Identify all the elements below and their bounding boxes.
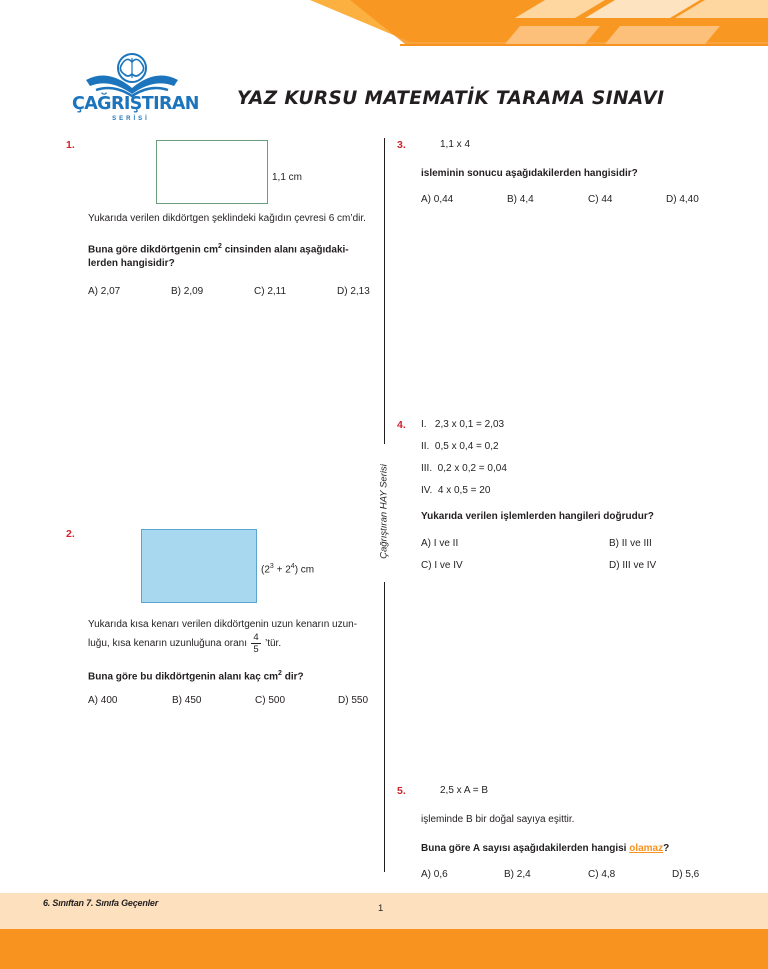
question-4-option-c[interactable]: C) I ve IV (421, 560, 463, 571)
question-4-option-b[interactable]: B) II ve III (609, 538, 652, 549)
question-4-item-4: IV. 4 x 0,5 = 20 (421, 485, 491, 496)
question-2-prompt: Buna göre bu dikdörtgenin alanı kaç $cm^2$ dir? (88, 670, 304, 683)
page-title: YAZ KURSU MATEMATİK TARAMA SINAVI (237, 88, 665, 109)
question-3-prompt: isleminin sonucu aşağıdakilerden hangisidir? (421, 168, 638, 179)
question-5-option-c[interactable]: C) 4,8 (588, 869, 616, 880)
question-2-option-c[interactable]: C) 500 (255, 695, 286, 706)
question-1-option-d[interactable]: D) 2,13 (337, 286, 370, 297)
question-3-expression: 1,1 x 4 (440, 139, 471, 150)
column-divider-bottom (384, 582, 385, 872)
question-4-number: 4. (397, 419, 406, 431)
question-1-option-c[interactable]: C) 2,11 (254, 286, 287, 297)
question-5-text: işleminde B bir doğal sayıya eşittir. (421, 814, 575, 825)
logo-book-brain-icon (72, 50, 190, 100)
question-1-option-a[interactable]: A) 2,07 (88, 286, 121, 297)
question-1-prompt: Buna göre dikdörtgenin $cm^2$ cinsinden alanı aşağıdaki- lerden hangisidir? (88, 243, 349, 270)
question-1-text: Yukarıda verilen dikdörtgen şeklindeki kağıdın çevresi 6 cm’dir. (88, 213, 366, 224)
question-4-option-a[interactable]: A) I ve II (421, 538, 459, 549)
question-2-option-a[interactable]: A) 400 (88, 695, 118, 706)
question-1-number: 1. (66, 139, 75, 151)
question-3-option-c[interactable]: C) 44 (588, 194, 613, 205)
footer-band (0, 929, 768, 969)
question-2-text-line2: luğu, kısa kenarın uzunluğuna oranı $\frac{4}{5}$ ’tür. (88, 632, 282, 655)
question-1-rectangle (156, 140, 268, 204)
question-2-dimension: $(2^3 + 2^4)$ cm (261, 563, 315, 576)
footer-label: 6. Sınıftan 7. Sınıfa Geçenler (43, 898, 159, 908)
question-3-number: 3. (397, 139, 406, 151)
question-2-text-line1: Yukarıda kısa kenarı verilen dikdörtgenin uzun kenarın uzun- (88, 619, 358, 630)
question-5-option-b[interactable]: B) 2,4 (504, 869, 531, 880)
question-5-number: 5. (397, 785, 406, 797)
question-2-option-d[interactable]: D) 550 (338, 695, 369, 706)
header-decoration (0, 0, 768, 48)
question-4-prompt: Yukarıda verilen işlemlerden hangileri doğrudur? (421, 511, 654, 522)
question-5-prompt: Buna göre A sayısı aşağıdakilerden hangisi olamaz? (421, 843, 670, 854)
page-number: 1 (378, 903, 384, 914)
question-4-item-2: II. 0,5 x 0,4 = 0,2 (421, 441, 499, 452)
question-5-option-d[interactable]: D) 5,6 (672, 869, 700, 880)
question-3-option-a[interactable]: A) 0,44 (421, 194, 454, 205)
logo-subtext: SERİSİ (112, 116, 150, 122)
column-divider-top (384, 138, 385, 444)
question-2-option-b[interactable]: B) 450 (172, 695, 202, 706)
question-4-option-d[interactable]: D) III ve IV (609, 560, 657, 571)
logo (72, 50, 199, 130)
ratio-fraction: $\frac{4}{5}$ (251, 632, 261, 655)
question-5-expression: 2,5 x A = B (440, 785, 489, 796)
question-3-option-b[interactable]: B) 4,4 (507, 194, 534, 205)
question-1-dimension: 1,1 cm (272, 172, 303, 183)
question-3-option-d[interactable]: D) 4,40 (666, 194, 699, 205)
question-5-option-a[interactable]: A) 0,6 (421, 869, 448, 880)
question-2-number: 2. (66, 528, 75, 540)
logo-text: ÇAĞRIŞTIRAN (72, 94, 199, 114)
question-2-rectangle (141, 529, 257, 603)
question-1-option-b[interactable]: B) 2,09 (171, 286, 204, 297)
side-label: Çağrıştıran HAY Serisi (378, 464, 390, 559)
question-4-item-3: III. 0,2 x 0,2 = 0,04 (421, 463, 507, 474)
question-5-highlight: olamaz (629, 843, 664, 854)
question-4-item-1: I. 2,3 x 0,1 = 2,03 (421, 419, 505, 430)
